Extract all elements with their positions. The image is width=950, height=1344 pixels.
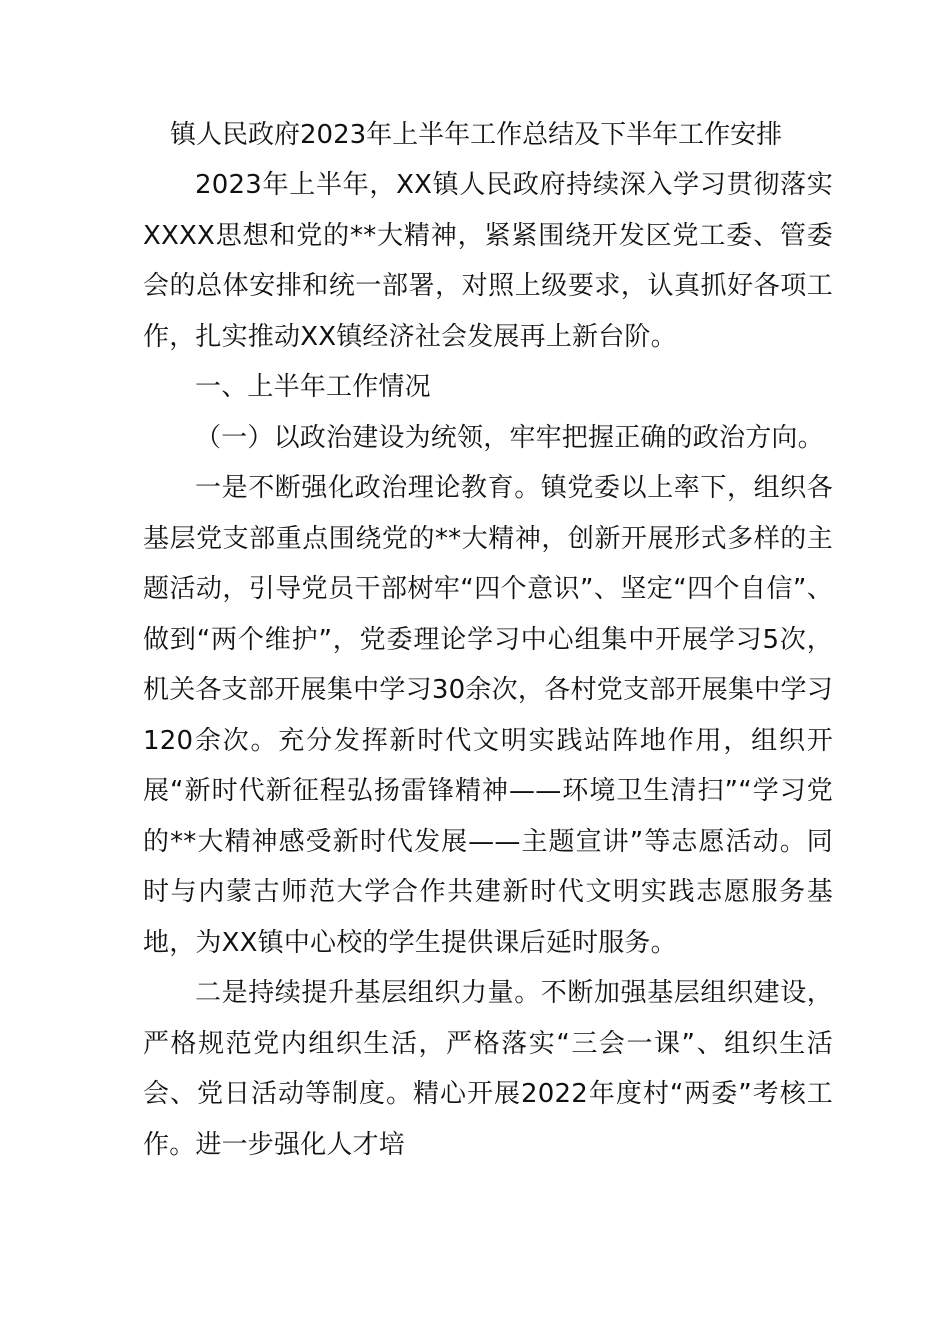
body-paragraph-political-education: 一是不断强化政治理论教育。镇党委以上率下，组织各基层党支部重点围绕党的**大精神，创新开展形式多样的主题活动，引导党员干部树牢“四个意识”、坚定“四个自信”、做到“两个维护”，党委理论学习中心组集中开展学习5次，机关各支部开展集中学习30余次，各村党支部开展集中学习120余次。充分发挥新时代文明实践站阵地作用，组织开展“新时代新征程弘扬雷锋精神——环境卫生清扫”“学习党的**大精神感受新时代发展——主题宣讲”等志愿活动。同时与内蒙古师范大学合作共建新时代文明实践志愿服务基地，为XX镇中心校的学生提供课后延时服务。	[143, 473, 833, 958]
intro-paragraph: 2023年上半年，XX镇人民政府持续深入学习贯彻落实XXXX思想和党的**大精神，紧紧围绕开发区党工委、管委会的总体安排和统一部署，对照上级要求，认真抓好各项工作，扎实推动XX镇经济社会发展再上新台阶。	[143, 170, 833, 352]
document-body	[143, 110, 833, 1170]
section-heading: 一、上半年工作情况	[195, 372, 431, 402]
subsection-heading: （一）以政治建设为统领，牢牢把握正确的政治方向。	[195, 422, 824, 453]
document-title: 镇人民政府2023年上半年工作总结及下半年工作安排	[170, 120, 783, 150]
body-paragraph-grassroots-organization: 二是持续提升基层组织力量。不断加强基层组织建设，严格规范党内组织生活，严格落实“三会一课”、组织生活会、党日活动等制度。精心开展2022年度村“两委”考核工作。进一步强化人才培	[143, 978, 833, 1160]
